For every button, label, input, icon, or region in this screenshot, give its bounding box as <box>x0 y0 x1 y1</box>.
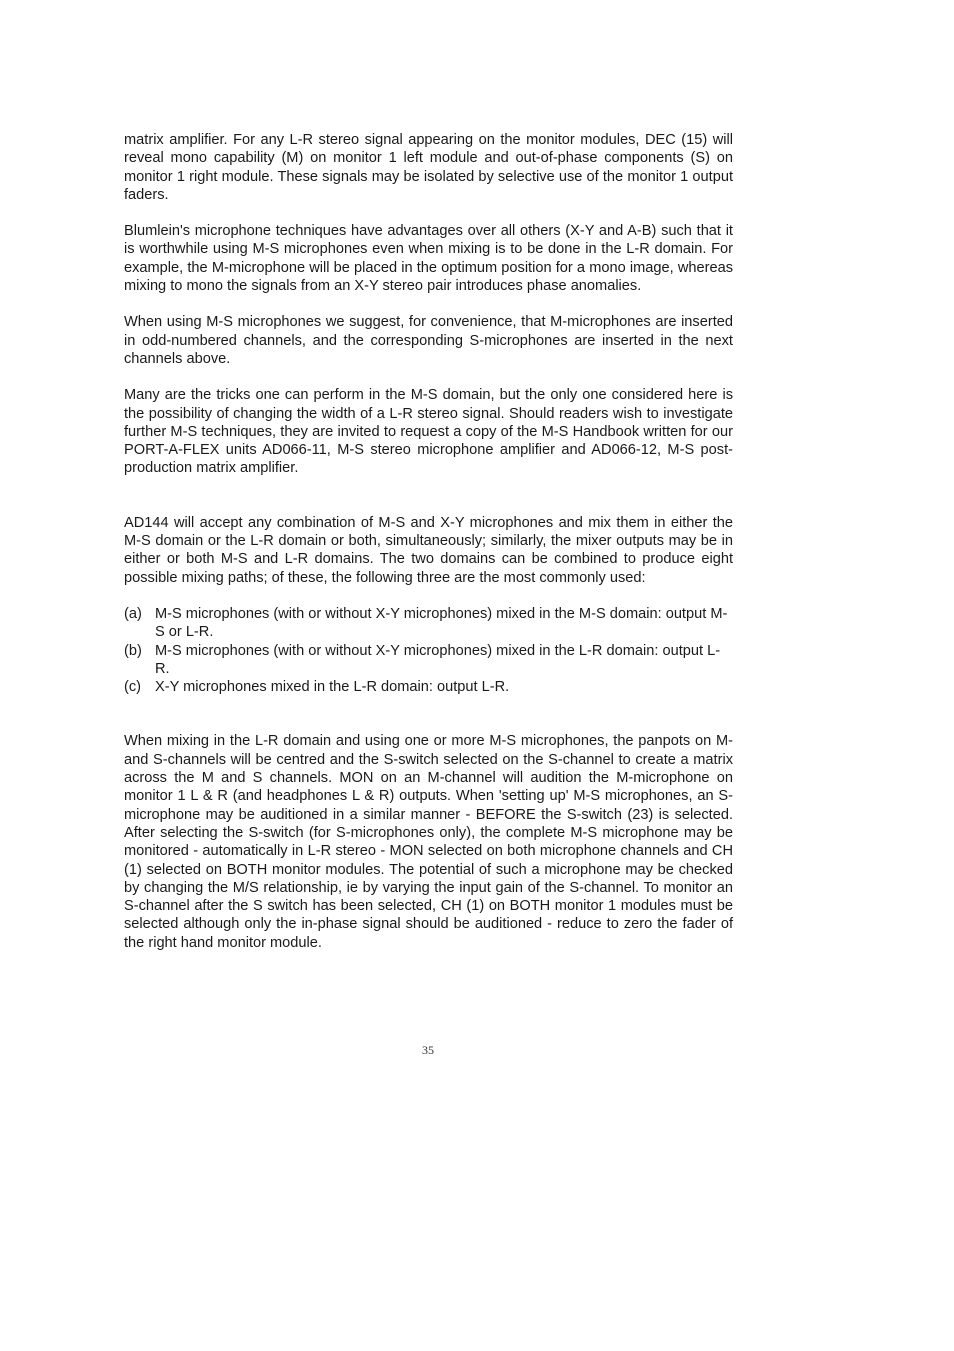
list-item-marker: (c) <box>124 679 142 696</box>
page-number: 35 <box>422 1043 434 1057</box>
paragraph-channel-suggestion: When using M-S microphones we suggest, for convenience, that M-microphones are inserted in odd-numbered channels, and the corresponding S-microphones are inserted in the next channels above. <box>124 314 733 367</box>
list-item <box>124 605 733 642</box>
paragraph-lr-domain-mixing: When mixing in the L-R domain and using one or more M-S microphones, the panpots on M- and S-channels will be centred and the S-switch selected on the S-channel to create a matrix across the M and S channels. MON on an M-channel will audition the M-microphone on monitor 1 L & R (and headphones L & R) outputs. When 'setting up' M-S microphones, an S-microphone may be auditioned in a similar manner - BEFORE the S-switch (23) is selected. After selecting the S-switch (for S-microphones only), the complete M-S microphone may be monitored - automatically in L-R stereo - MON selected on both microphone channels and CH (1) selected on BOTH monitor modules. The potential of such a microphone may be checked by changing the M/S relationship, ie by varying the input gain of the S-channel. To monitor an S-channel after the S switch has been selected, CH (1) on BOTH monitor 1 modules must be selected although only the in-phase signal should be auditioned - reduce to zero the fader of the right hand monitor module. <box>124 733 733 951</box>
list-item-text: M-S microphones (with or without X-Y microphones) mixed in the M-S domain: output M-S or L-R. <box>155 605 728 641</box>
paragraph-ad144-combinations: AD144 will accept any combination of M-S and X-Y microphones and mix them in either the M-S domain or the L-R domain or both, simultaneously; similarly, the mixer outputs may be in either or both M-S and L-R domains. The two domains can be combined to produce eight possible mixing paths; of these, the following three are the most commonly used: <box>124 514 733 586</box>
paragraph-matrix-amplifier: matrix amplifier. For any L-R stereo signal appearing on the monitor modules, DEC (15) will reveal mono capability (M) on monitor 1 left module and out-of-phase components (S) on monitor 1 right module. These signals may be isolated by selective use of the monitor 1 output faders. <box>124 132 733 203</box>
list-item-marker: (a) <box>124 605 142 622</box>
list-item-text: X-Y microphones mixed in the L-R domain: output L-R. <box>155 679 510 696</box>
list-item <box>124 642 733 679</box>
document-body <box>124 131 733 952</box>
paragraph-ms-tricks: Many are the tricks one can perform in the M-S domain, but the only one considered here is the possibility of changing the width of a L-R stereo signal. Should readers wish to investigate further M-S techniques, they are invited to request a copy of the M-S Handbook written for our PORT-A-FLEX units AD066-11, M-S stereo microphone amplifier and AD066-12, M-S post-production matrix amplifier. <box>124 387 733 477</box>
mixing-paths-list <box>124 605 733 696</box>
list-item-marker: (b) <box>124 642 142 659</box>
list-item-text: M-S microphones (with or without X-Y microphones) mixed in the L-R domain: output L-R. <box>155 642 721 677</box>
paragraph-blumlein-techniques: Blumlein's microphone techniques have advantages over all others (X-Y and A-B) such that it is worthwhile using M-S microphones even when mixing is to be done in the L-R domain. For example, the M-microphone will be placed in the optimum position for a mono image, whereas mixing to mono the signals from an X-Y stereo pair introduces phase anomalies. <box>124 223 733 295</box>
list-item <box>124 678 733 696</box>
